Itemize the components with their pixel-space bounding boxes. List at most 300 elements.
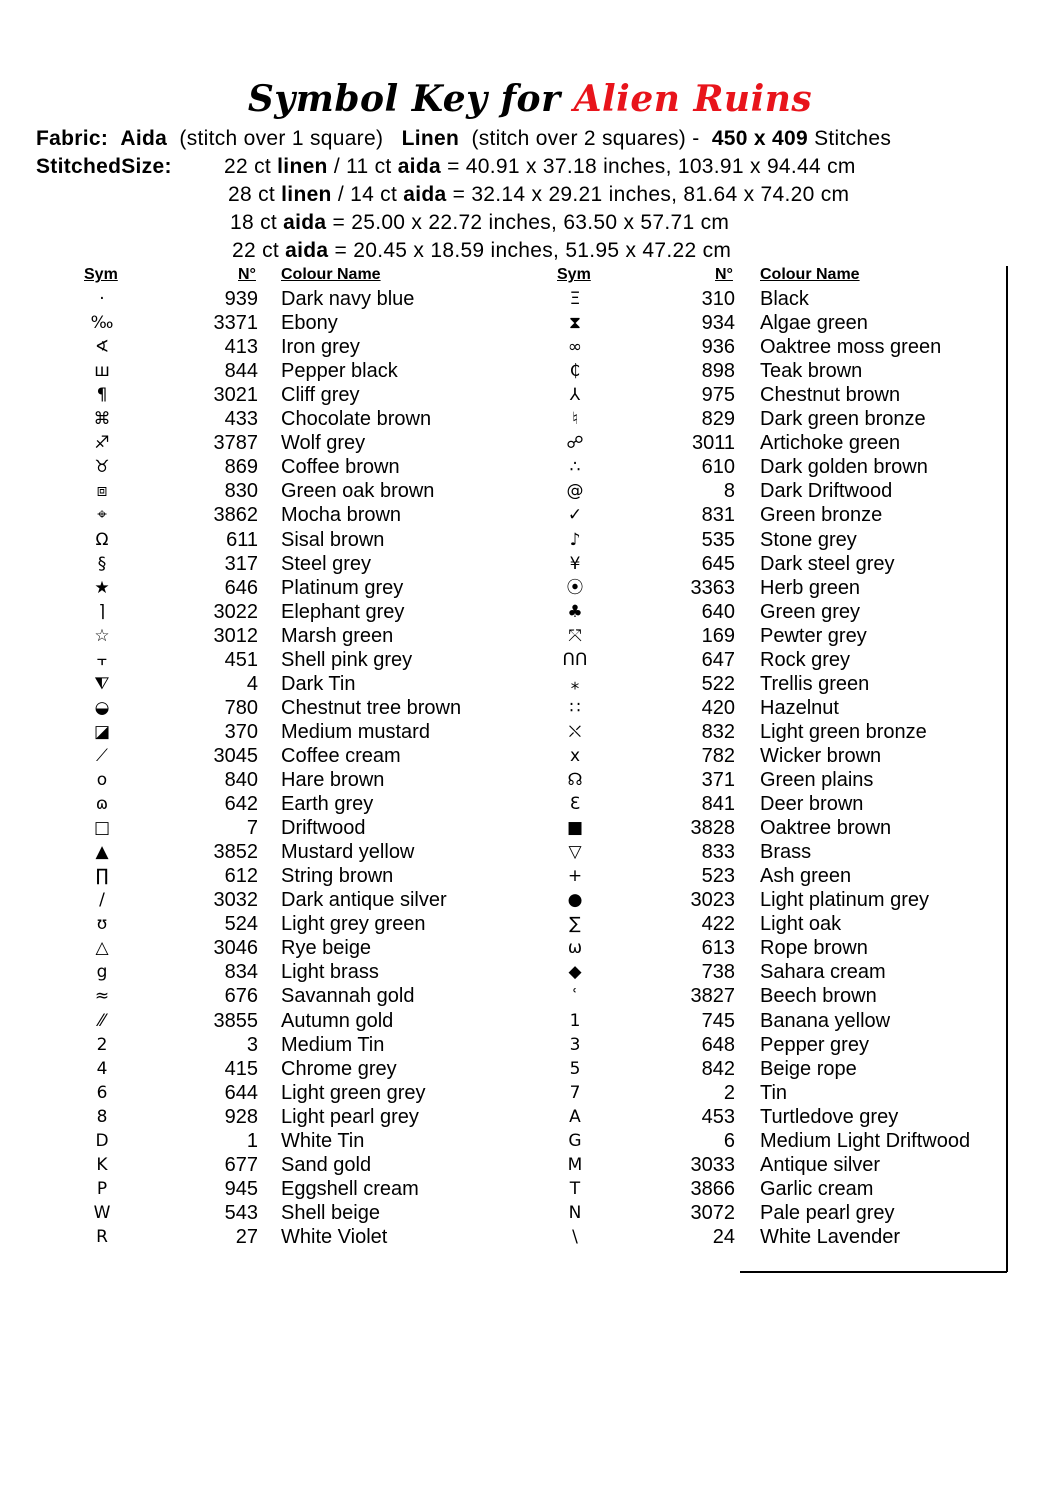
thread-number: 677 <box>224 1153 258 1176</box>
table-row <box>0 287 1000 311</box>
colour-name: Medium Light Driftwood <box>760 1129 971 1152</box>
table-row <box>0 1009 1000 1033</box>
table-row <box>0 455 1000 479</box>
colour-name: Green plains <box>760 769 874 791</box>
symbol-glyph: Ω <box>95 529 109 550</box>
symbol-glyph: § <box>97 553 107 574</box>
symbol-glyph: @ <box>566 481 584 502</box>
table-bottom-border <box>740 1271 1007 1273</box>
thread-number: 647 <box>701 648 735 671</box>
header-num-left: N° <box>238 266 256 283</box>
thread-number: 928 <box>224 1105 258 1128</box>
thread-number: 310 <box>701 288 735 310</box>
colour-name: Sand gold <box>281 1153 372 1176</box>
symbol-glyph: ⦿ <box>566 577 584 598</box>
thread-number: 1 <box>246 1129 258 1152</box>
colour-name: Light brass <box>281 961 379 984</box>
colour-name: Light grey green <box>281 913 426 936</box>
symbol-glyph: K <box>96 1154 108 1175</box>
colour-name: Green bronze <box>760 504 883 527</box>
colour-name: Iron grey <box>281 336 360 359</box>
table-row <box>0 1033 1000 1057</box>
symbol-glyph: ⧨ <box>94 673 110 694</box>
symbol-glyph: A <box>569 1106 581 1127</box>
thread-number: 7 <box>246 817 258 840</box>
colour-name: Green oak brown <box>281 480 435 503</box>
pattern-name: Alien Ruins <box>573 78 813 120</box>
symbol-glyph: ¥ <box>569 553 581 574</box>
thread-number: 3032 <box>213 889 258 912</box>
colour-name: Rope brown <box>760 937 868 960</box>
table-row <box>0 720 1000 744</box>
page-title <box>0 78 1060 120</box>
thread-number: 3862 <box>213 504 258 527</box>
colour-name: Dark golden brown <box>760 456 928 479</box>
colour-name: Shell beige <box>281 1201 380 1224</box>
thread-number: 646 <box>224 576 258 599</box>
thread-number: 610 <box>701 456 735 479</box>
symbol-glyph: ⁄⁄ <box>99 1010 105 1031</box>
colour-name: Garlic cream <box>760 1177 874 1200</box>
colour-name: Elephant grey <box>281 600 405 623</box>
colour-name: Rye beige <box>281 937 372 960</box>
colour-name: Oaktree moss green <box>760 336 942 359</box>
colour-name: Hazelnut <box>760 696 839 719</box>
symbol-glyph: ʊ <box>96 914 108 935</box>
thread-number: 936 <box>701 336 735 359</box>
thread-number: 975 <box>701 384 735 407</box>
table-row <box>0 359 1000 383</box>
table-row <box>0 864 1000 888</box>
symbol-glyph: / <box>99 890 105 911</box>
header-num-right: N° <box>715 266 733 283</box>
thread-number: 3828 <box>690 817 735 840</box>
colour-name: Autumn gold <box>281 1009 394 1032</box>
thread-number: 841 <box>701 793 735 816</box>
thread-number: 782 <box>701 744 735 767</box>
thread-number: 8 <box>723 480 735 503</box>
colour-name: Teak brown <box>760 360 863 383</box>
fabric-aida: Aida <box>120 127 168 150</box>
stitched-size-line: 18 ct aida = 25.00 x 22.72 inches, 63.50 x 57.71 cm <box>230 211 730 234</box>
thread-number: 934 <box>701 312 735 335</box>
colour-name: Banana yellow <box>760 1009 891 1032</box>
symbol-glyph: W <box>93 1202 111 1223</box>
symbol-glyph: Ξ <box>569 289 581 309</box>
thread-number: 644 <box>224 1081 258 1104</box>
table-row <box>0 960 1000 984</box>
symbol-glyph: T <box>569 1178 581 1199</box>
symbol-glyph: ♐ <box>94 433 110 454</box>
colour-name: Antique silver <box>760 1153 881 1176</box>
colour-name: Earth grey <box>281 793 374 816</box>
symbol-glyph: 3 <box>569 1034 581 1055</box>
colour-name: Stone grey <box>760 528 857 551</box>
thread-number: 3363 <box>690 576 735 599</box>
colour-name: Pepper black <box>281 360 398 383</box>
thread-number: 780 <box>224 696 258 719</box>
symbol-glyph: ♮ <box>571 409 579 430</box>
table-row <box>0 576 1000 600</box>
colour-name: Pewter grey <box>760 624 867 647</box>
symbol-glyph: ■ <box>566 818 584 839</box>
thread-number: 676 <box>224 985 258 1008</box>
symbol-glyph: N <box>568 1202 582 1223</box>
thread-number: 3371 <box>213 312 258 335</box>
header-name-left: Colour Name <box>281 266 381 283</box>
fabric-label: Fabric: <box>36 127 109 150</box>
symbol-glyph: ✓ <box>567 505 583 526</box>
thread-number: 3012 <box>213 624 258 647</box>
table-row <box>0 624 1000 648</box>
symbol-glyph: ▲ <box>95 842 109 863</box>
symbol-glyph: Ɛ <box>569 794 581 815</box>
colour-name: Chrome grey <box>281 1057 397 1080</box>
thread-number: 453 <box>701 1105 735 1128</box>
table-row <box>0 888 1000 912</box>
symbol-glyph: ∴ <box>569 457 581 478</box>
colour-name: Turtledove grey <box>760 1105 899 1128</box>
symbol-glyph: ⟋ <box>96 745 108 766</box>
table-row <box>0 1105 1000 1129</box>
thread-number: 844 <box>224 360 258 383</box>
fabric-dims: 450 x 409 <box>711 127 808 150</box>
thread-number: 3011 <box>691 432 735 455</box>
colour-name: White Lavender <box>760 1225 901 1248</box>
thread-number: 642 <box>224 793 258 816</box>
symbol-glyph: M <box>567 1154 583 1175</box>
colour-name: Beige rope <box>760 1057 857 1080</box>
symbol-glyph: ⧗ <box>569 313 581 334</box>
colour-name: Dark navy blue <box>281 288 415 310</box>
table-row <box>0 816 1000 840</box>
fabric-linen: Linen <box>401 127 460 150</box>
colour-name: Mocha brown <box>281 504 402 527</box>
colour-name: Artichoke green <box>760 432 901 455</box>
symbol-glyph: 6 <box>96 1082 108 1103</box>
table-row <box>0 912 1000 936</box>
symbol-glyph: ● <box>567 890 583 911</box>
symbol-glyph: ш <box>94 361 110 382</box>
symbol-glyph: ◒ <box>94 697 110 718</box>
colour-name: Black <box>760 288 809 310</box>
thread-number: 745 <box>701 1009 735 1032</box>
thread-number: 3866 <box>690 1177 735 1200</box>
table-row <box>0 1129 1000 1153</box>
symbol-glyph: ▽ <box>568 842 582 863</box>
symbol-glyph: ¶ <box>96 385 108 406</box>
table-row <box>0 407 1000 431</box>
symbol-glyph: x <box>569 745 581 766</box>
colour-name: Oaktree brown <box>760 817 892 840</box>
table-row <box>0 648 1000 672</box>
thread-number: 6 <box>723 1129 735 1152</box>
colour-name: Brass <box>760 841 812 864</box>
colour-name: Green grey <box>760 600 861 623</box>
colour-name: Driftwood <box>281 817 366 840</box>
symbol-glyph: □ <box>93 818 111 839</box>
colour-name: Ash green <box>760 865 852 888</box>
symbol-glyph: + <box>567 866 583 887</box>
thread-number: 613 <box>701 937 735 960</box>
thread-number: 833 <box>701 841 735 864</box>
colour-name: Beech brown <box>760 985 877 1008</box>
thread-number: 415 <box>224 1057 258 1080</box>
colour-name: Dark green bronze <box>760 408 926 431</box>
symbol-glyph: ☍ <box>566 433 584 454</box>
colour-name: Hare brown <box>281 769 385 791</box>
colour-name: Rock grey <box>760 648 851 671</box>
thread-number: 3046 <box>213 937 258 960</box>
colour-name: Sahara cream <box>760 961 886 984</box>
symbol-glyph: ‰ <box>90 313 114 334</box>
fabric-dims-suffix: Stitches <box>814 127 892 150</box>
stitched-size-line: 22 ct linen / 11 ct aida = 40.91 x 37.18 inches, 103.91 x 94.44 cm <box>224 155 856 178</box>
symbol-glyph: o <box>96 770 108 790</box>
colour-name: Deer brown <box>760 793 864 816</box>
thread-number: 612 <box>224 865 258 888</box>
thread-number: 317 <box>224 552 258 575</box>
symbol-glyph: 1 <box>569 1010 581 1031</box>
thread-number: 370 <box>224 720 258 743</box>
thread-number: 829 <box>701 408 735 431</box>
thread-number: 3023 <box>690 889 735 912</box>
thread-number: 3033 <box>690 1153 735 1176</box>
symbol-glyph: ω <box>567 938 583 959</box>
table-row <box>0 936 1000 960</box>
table-row <box>0 768 1000 792</box>
colour-name: Medium mustard <box>281 720 430 743</box>
colour-name: Light platinum grey <box>760 889 929 912</box>
colour-name: Shell pink grey <box>281 648 413 671</box>
symbol-glyph: ∏ <box>95 866 109 887</box>
header-name-right: Colour Name <box>760 266 860 283</box>
colour-name: Savannah gold <box>281 985 415 1008</box>
thread-number: 830 <box>224 480 258 503</box>
header-sym-left: Sym <box>84 266 118 283</box>
symbol-glyph: P <box>96 1178 108 1199</box>
fabric-line <box>36 127 891 151</box>
symbol-glyph: 2 <box>96 1034 108 1055</box>
symbol-glyph: ∷ <box>569 697 581 718</box>
thread-number: 738 <box>701 961 735 984</box>
table-row <box>0 335 1000 359</box>
header-sym-right: Sym <box>557 266 591 283</box>
fabric-aida-note: (stitch over 1 square) <box>179 127 384 150</box>
table-row <box>0 479 1000 503</box>
symbol-glyph: ♉ <box>94 457 110 478</box>
thread-number: 523 <box>701 865 735 888</box>
symbol-glyph: \ <box>572 1226 578 1247</box>
table-row <box>0 744 1000 768</box>
colour-name: White Violet <box>281 1225 388 1248</box>
table-row <box>0 1177 1000 1201</box>
thread-number: 3 <box>246 1033 258 1056</box>
colour-name: Ebony <box>281 312 338 335</box>
thread-number: 645 <box>701 552 735 575</box>
colour-name: Dark Tin <box>281 672 356 695</box>
table-row <box>0 696 1000 720</box>
symbol-glyph: 7 <box>569 1082 581 1103</box>
colour-name: String brown <box>281 865 394 888</box>
table-row <box>0 311 1000 335</box>
colour-name: Light green grey <box>281 1081 426 1104</box>
thread-number: 451 <box>224 648 258 671</box>
colour-name: Chocolate brown <box>281 408 432 431</box>
symbol-glyph: ⁎ <box>570 673 580 694</box>
symbol-glyph: ʿ <box>572 986 578 1007</box>
thread-number: 840 <box>224 769 258 791</box>
thread-number: 522 <box>701 672 735 695</box>
thread-number: 535 <box>701 528 735 551</box>
symbol-glyph: ՈՈ <box>562 649 588 670</box>
table-row <box>0 672 1000 696</box>
thread-number: 3021 <box>213 384 258 407</box>
thread-number: 3045 <box>213 744 258 767</box>
table-row <box>0 840 1000 864</box>
symbol-glyph: ◪ <box>93 721 111 742</box>
thread-number: 3855 <box>213 1009 258 1032</box>
symbol-glyph: 8 <box>96 1106 108 1127</box>
table-row <box>0 1201 1000 1225</box>
symbol-glyph: G <box>568 1130 582 1151</box>
colour-name: Wolf grey <box>281 432 366 455</box>
thread-number: 945 <box>224 1177 258 1200</box>
thread-number: 831 <box>701 504 735 527</box>
colour-name: Dark steel grey <box>760 552 895 575</box>
thread-number: 832 <box>701 720 735 743</box>
symbol-glyph: ⧈ <box>96 481 108 502</box>
fabric-linen-note: (stitch over 2 squares) - <box>471 127 700 150</box>
table-row <box>0 1057 1000 1081</box>
colour-name: White Tin <box>281 1129 365 1152</box>
table-row <box>0 792 1000 816</box>
thread-number: 413 <box>224 336 258 359</box>
colour-name: Eggshell cream <box>281 1177 419 1200</box>
colour-name: Coffee cream <box>281 744 401 767</box>
colour-name: Wicker brown <box>760 744 882 767</box>
symbol-glyph: △ <box>95 938 109 959</box>
symbol-glyph: ⛌ <box>568 721 582 742</box>
symbol-glyph: ₵ <box>569 361 581 382</box>
symbol-glyph: ★ <box>94 577 110 598</box>
thread-number: 648 <box>701 1033 735 1056</box>
symbol-glyph: 4 <box>96 1058 108 1079</box>
symbol-glyph: ⫟ <box>96 649 108 670</box>
thread-number: 169 <box>701 624 735 647</box>
table-row <box>0 984 1000 1008</box>
table-row <box>0 552 1000 576</box>
symbol-glyph: R <box>96 1226 108 1247</box>
colour-name: Chestnut tree brown <box>281 696 462 719</box>
symbol-glyph: ♪ <box>569 529 581 550</box>
colour-name: Pepper grey <box>760 1033 869 1056</box>
colour-name: Coffee brown <box>281 456 400 479</box>
thread-number: 898 <box>701 360 735 383</box>
thread-number: 422 <box>701 913 735 936</box>
thread-number: 2 <box>723 1081 735 1104</box>
thread-number: 3022 <box>213 600 258 623</box>
symbol-glyph: ♣ <box>567 601 583 622</box>
colour-name: Light green bronze <box>760 720 927 743</box>
colour-name: Algae green <box>760 312 868 335</box>
thread-number: 543 <box>224 1201 258 1224</box>
colour-name: Dark antique silver <box>281 889 447 912</box>
colour-name: Steel grey <box>281 552 372 575</box>
symbol-glyph: ∞ <box>567 337 583 358</box>
stitched-size-line: 22 ct aida = 20.45 x 18.59 inches, 51.95 x 47.22 cm <box>232 239 732 262</box>
thread-number: 420 <box>701 696 735 719</box>
thread-number: 939 <box>224 288 258 310</box>
colour-name: Light oak <box>760 913 842 936</box>
title-prefix: Symbol Key for <box>247 78 561 120</box>
symbol-glyph: ∢ <box>94 337 110 358</box>
colour-name: Light pearl grey <box>281 1105 419 1128</box>
colour-name: Tin <box>760 1081 788 1104</box>
symbol-glyph: ⌉ <box>98 601 106 622</box>
colour-name: Dark Driftwood <box>760 480 893 503</box>
thread-number: 3852 <box>213 841 258 864</box>
table-row <box>0 600 1000 624</box>
thread-number: 842 <box>701 1057 735 1080</box>
symbol-glyph: ⅄ <box>569 385 581 406</box>
colour-name: Herb green <box>760 576 861 599</box>
colour-name: Trellis green <box>760 672 870 695</box>
symbol-glyph: ∑ <box>569 914 581 935</box>
table-row <box>0 528 1000 552</box>
table-row <box>0 1081 1000 1105</box>
symbol-glyph: ≈ <box>94 986 110 1007</box>
colour-name: Sisal brown <box>281 528 385 551</box>
table-row <box>0 1225 1000 1249</box>
table-right-border <box>1006 266 1008 1272</box>
symbol-glyph: ⌘ <box>93 409 111 430</box>
thread-number: 834 <box>224 961 258 984</box>
thread-number: 433 <box>224 408 258 431</box>
table-row <box>0 503 1000 527</box>
symbol-glyph: ɷ <box>95 794 109 815</box>
thread-number: 611 <box>226 528 258 551</box>
symbol-glyph: ⤧ <box>568 625 582 646</box>
thread-number: 4 <box>246 672 258 695</box>
thread-number: 3827 <box>690 985 735 1008</box>
colour-name: Chestnut brown <box>760 384 901 407</box>
symbol-glyph: g <box>96 962 108 983</box>
table-row <box>0 383 1000 407</box>
symbol-glyph: ◆ <box>568 962 582 983</box>
thread-number: 3072 <box>690 1201 735 1224</box>
colour-name: Cliff grey <box>281 384 360 407</box>
colour-name: Medium Tin <box>281 1033 385 1056</box>
table-row <box>0 431 1000 455</box>
colour-name: Mustard yellow <box>281 841 415 864</box>
table-row <box>0 1153 1000 1177</box>
symbol-glyph: D <box>95 1130 109 1151</box>
thread-number: 27 <box>235 1225 258 1248</box>
thread-number: 3787 <box>213 432 258 455</box>
symbol-glyph: 5 <box>569 1058 581 1079</box>
symbol-glyph: ⌖ <box>97 505 107 526</box>
colour-name: Pale pearl grey <box>760 1201 895 1224</box>
colour-name: Marsh green <box>281 624 394 647</box>
thread-number: 640 <box>701 600 735 623</box>
stitched-size-label: StitchedSize: <box>36 155 172 178</box>
thread-number: 24 <box>712 1225 735 1248</box>
symbol-glyph: · <box>99 289 105 309</box>
thread-number: 524 <box>224 913 258 936</box>
colour-name: Platinum grey <box>281 576 404 599</box>
symbol-glyph: ☊ <box>567 770 583 790</box>
